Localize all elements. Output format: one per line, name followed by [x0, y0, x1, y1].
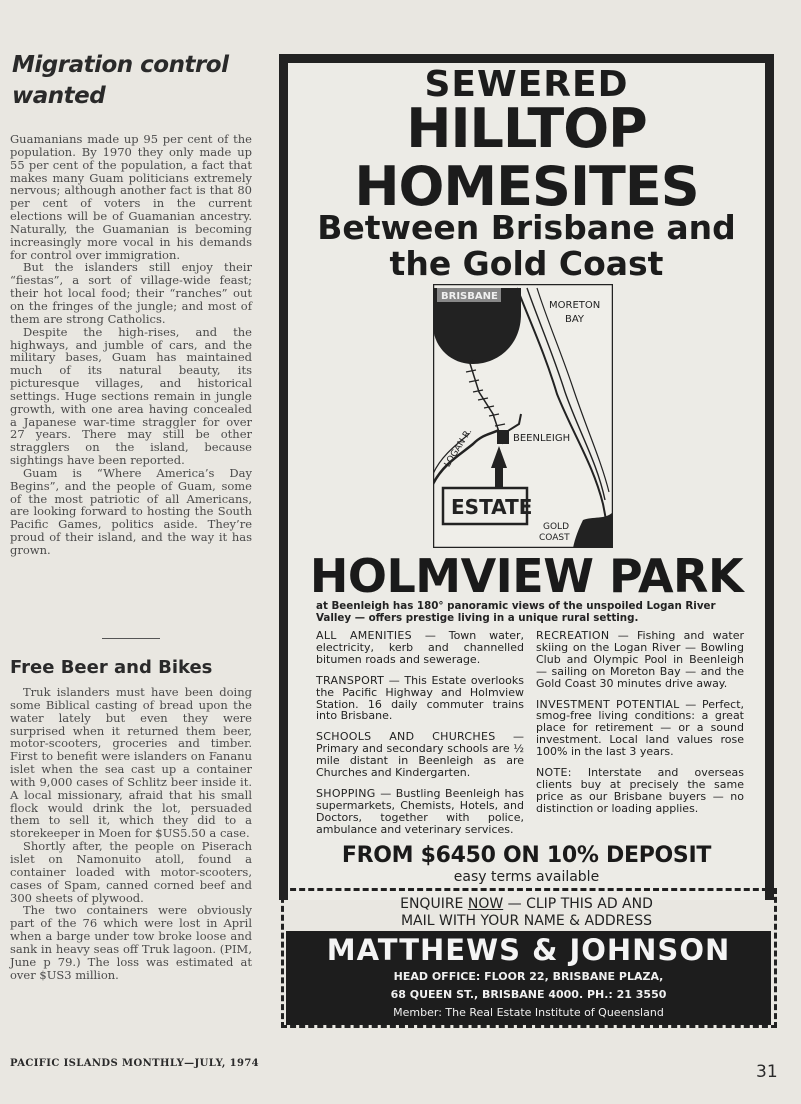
- ad-headline: HOMESITES: [354, 155, 699, 218]
- membership-line: Member: The Real Estate Institute of Queensland: [393, 1006, 664, 1019]
- map-label-estate: ESTATE: [451, 495, 533, 519]
- price-headline: FROM $6450 ON 10% DEPOSIT: [341, 843, 712, 868]
- office-address: HEAD OFFICE: FLOOR 22, BRISBANE PLAZA,: [393, 970, 664, 983]
- map-label-moreton: MORETON: [549, 300, 601, 311]
- enquire-text: ENQUIRE NOW — CLIP THIS AD AND MAIL WITH YOUR NAME & ADDRESS: [400, 896, 653, 929]
- terms-line: easy terms available: [453, 869, 600, 885]
- agent-name: MATTHEWS & JOHNSON: [326, 933, 731, 967]
- article-title: Free Beer and Bikes: [10, 657, 213, 678]
- location-map: [433, 284, 613, 548]
- paragraph: The two containers were obviously part of the 76 which were lost in April when a barge under tow broke loose and sank in heavy seas off Truk lagoon. (PIM, June p 79.) The loss was estimated at over $US3 million.: [10, 903, 252, 982]
- ad-feature: SHOPPING — Bustling Beenleigh has supermarkets, Chemists, Hotels, and Doctors, together with police, ambulance and veterinary services.: [316, 786, 524, 836]
- paragraph: Shortly after, the people on Piserach islet on Namonuito atoll, found a container loaded with motor-scooters, cases of Spam, canned corned beef and 300 sheets of plywood.: [10, 839, 252, 905]
- paragraph: Despite the high-rises, and the highways, and jumble of cars, and the military bases, Guam has maintained much of its natural beauty, its picturesque villages, and historical settings. Huge sections remain in jungle growth, with one area having concealed a Japanese war-time straggler for over 27 years. There may still be other stragglers on the island, because sightings have been reported.: [10, 324, 252, 468]
- map-label-coast: COAST: [539, 533, 570, 543]
- paragraph: Truk islanders must have been doing some Biblical casting of bread upon the water lately but even they were surprised when it returned them beer, motor-scooters, groceries and timber. First to benefit were islanders on Fananu islet when the sea cast up a container with 9,000 cases of Schlitz beer inside it. A local missionary, afraid that his small flock would drink the lot, persuaded them to sell it, which they did to a storekeeper in Moen for $US5.50 a case.: [10, 685, 252, 841]
- article-body: [10, 133, 252, 557]
- article-body: [10, 686, 252, 981]
- masthead-footer: PACIFIC ISLANDS MONTHLY—JULY, 1974: [10, 1058, 260, 1069]
- ad-left-column: [316, 630, 524, 845]
- ad-tagline: at Beenleigh has 180° panoramic views of the unspoiled Logan River Valley — offers prestige living in a unique rural setting.: [316, 600, 716, 624]
- map-label-beenleigh: BEENLEIGH: [513, 433, 571, 444]
- ad-subheadline: the Gold Coast: [389, 244, 664, 283]
- map-label-gold: GOLD: [543, 522, 570, 532]
- paragraph: Guamanians made up 95 per cent of the population. By 1970 they only made up 55 per cent of the population, a fact that makes many Guam politicians extremely nervous; although another fact is that 80 per cent of voters in the current elections will be of Guamanian ancestry. Naturally, the Guamanian is becoming increasingly more vocal in his demands for control over immigration.: [10, 132, 252, 262]
- ad-subheadline: Between Brisbane and: [317, 208, 736, 247]
- map-label-bay: BAY: [565, 314, 585, 325]
- ad-feature: ALL AMENITIES — Town water, electricity, kerb and channelled bitumen roads and sewerage.: [316, 629, 525, 666]
- section-divider: [102, 638, 160, 639]
- office-address: 68 QUEEN ST., BRISBANE 4000. PH.: 21 3550: [390, 988, 667, 1001]
- ad-headline: SEWERED: [424, 64, 629, 105]
- paragraph: Guam is “Where America’s Day Begins”, and the people of Guam, some of the most patriotic of all Americans, are looking forward to hosting the South Pacific Games, politics aside. They’re proud of their island, and the way it has grown.: [10, 465, 252, 557]
- map-label-brisbane: BRISBANE: [441, 291, 498, 302]
- ad-feature: SCHOOLS AND CHURCHES — Primary and secondary schools are ½ mile distant in Beenleigh as are Churches and Kindergarten.: [316, 730, 525, 780]
- paragraph: But the islanders still enjoy their “fiestas”, a sort of village-wide feast; their hot local food; their “ranches” out on the fringes of the jungle; and most of them are strong Catholics.: [10, 260, 252, 326]
- page-number: 31: [756, 1062, 778, 1082]
- article-title: Migration control wanted: [12, 52, 229, 109]
- ad-feature: NOTE: Interstate and overseas clients buy at precisely the same price as our Brisbane buyers — no distinction or loading applies.: [536, 766, 744, 815]
- ad-feature: INVESTMENT POTENTIAL — Perfect, smog-free living conditions: a great place for retirement — or a sound investment. Local land values rose 100% in the last 3 years.: [536, 697, 745, 759]
- map-label-river: LOGAN R.: [442, 427, 475, 470]
- ad-feature: TRANSPORT — This Estate overlooks the Pacific Highway and Holmview Station. 16 daily commuter trains into Brisbane.: [316, 673, 524, 723]
- estate-name: HOLMVIEW PARK: [309, 549, 744, 603]
- ad-headline: HILLTOP: [406, 97, 647, 160]
- ad-feature: RECREATION — Fishing and water skiing on the Logan River — Bowling Club and Olympic Pool in Beenleigh — sailing on Moreton Bay — and the Gold Coast 30 minutes drive away.: [536, 629, 744, 690]
- ad-right-column: [536, 630, 744, 824]
